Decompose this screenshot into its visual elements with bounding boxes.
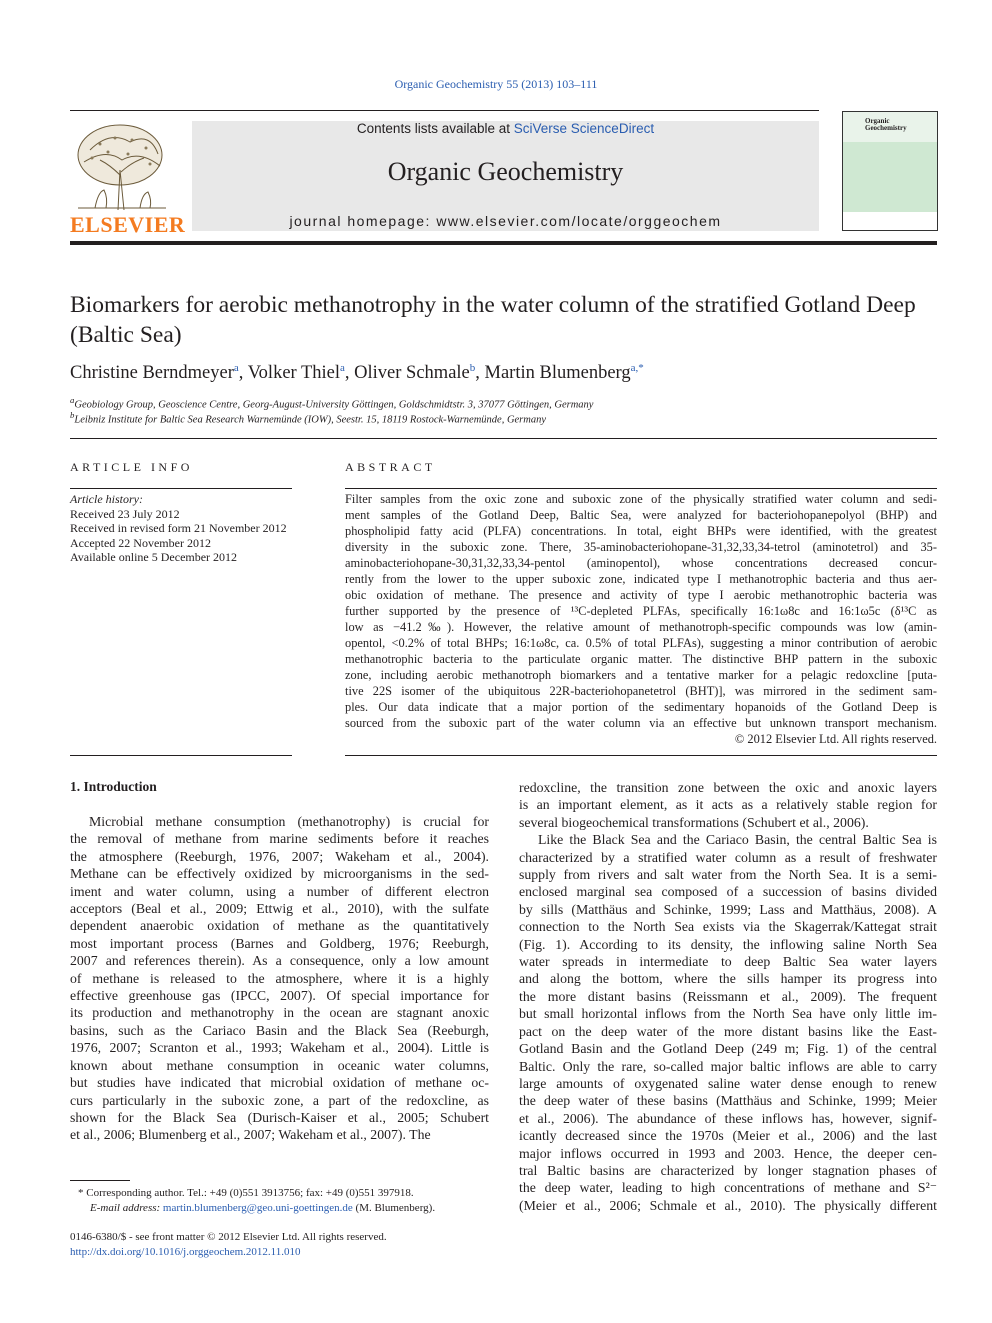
affiliation-mark: b: [70, 410, 75, 420]
affiliation-a: [70, 395, 593, 411]
body-text-line: Methane can be effectively oxidized by microorganisms in the sed-: [70, 866, 489, 882]
doi-link[interactable]: http://dx.doi.org/10.1016/j.orggeochem.2012.11.010: [70, 1246, 301, 1258]
abstract-line: phospholipid fatty acid (PLFA) concentrations. In total, eight BHPs were identified, with the greatest: [345, 524, 937, 538]
body-text-line: shown for the Black Sea (Durisch-Kaiser et al., 2005; Schubert: [70, 1109, 489, 1125]
email-link[interactable]: martin.blumenberg@geo.uni-goettingen.de: [162, 1202, 353, 1214]
article-info-heading: ARTICLE INFO: [70, 460, 193, 474]
abstract-line: ples. Our data indicate that a major portion of the sedimentary hopanoids of the Gotland Deep is: [345, 700, 937, 714]
history-online: Available online 5 December 2012: [70, 550, 238, 564]
body-text-line: dependent anaerobic oxidation of methane as the quantitatively: [70, 918, 489, 934]
header-rule-top: [70, 110, 819, 111]
body-text-line: redoxcline, the transition zone between the oxic and anoxic layers: [519, 780, 937, 795]
body-text-line: of methane is released to the atmosphere, where it is a highly: [70, 970, 489, 986]
abstract-bottom-rule: [345, 755, 937, 756]
body-text-line: iment and water column, using a number of different electron: [70, 883, 489, 899]
body-text-line: large amounts of oxygenated saline water dense enough to renew: [519, 1075, 937, 1091]
abstract-line: tive 22S isomer of the ubiquitous 22R-bacteriohopanetetrol (BHT)], was mirrored in the sediment sam-: [345, 684, 937, 698]
body-text-line: the deep water, leading to high concentrations of methane and S²⁻: [519, 1180, 937, 1196]
body-text-line: major inflows occurred in 1993 and 2003. Hence, the deeper cen-: [519, 1145, 937, 1161]
email-label: E-mail address:: [90, 1202, 161, 1214]
body-text-line: basins, such as the Cariaco Basin and the Black Sea (Reeburgh,: [70, 1022, 489, 1038]
history-accepted: Accepted 22 November 2012: [70, 535, 211, 550]
email-suffix: (M. Blumenberg).: [355, 1202, 436, 1214]
body-text-line: pact on the deep water of the more distant basins like the East-: [519, 1023, 937, 1039]
body-text-line: acceptors (Beal et al., 2009; Ettwig et al., 2010), with the sulfate: [70, 901, 489, 917]
footnote-rule: [70, 1180, 130, 1181]
homepage-prefix: journal homepage:: [289, 213, 431, 229]
body-text-line: but studies have indicated that microbial oxidation of methane oc-: [70, 1075, 489, 1091]
abstract-body: [345, 491, 937, 731]
body-text-line: et al., 2006; Blumenberg et al., 2007; Wakeham et al., 2007). The: [70, 1127, 431, 1143]
abstract-line: further supported by the presence of ¹³C-depleted PLFAs, specifically 16:1ω8c and 16:1ω5c (δ¹³C as: [345, 604, 937, 618]
elsevier-tree-logo: [70, 120, 172, 212]
affiliation-b: [70, 410, 546, 426]
intro-left-column: [70, 813, 489, 1144]
header-rule-thick: [70, 241, 937, 245]
issn-line: 0146-6380/$ - see front matter © 2012 Elsevier Ltd. All rights reserved.: [70, 1231, 387, 1243]
abstract-line: diversity in the suboxic zone. There, 35-aminobacteriohopane-31,32,33,34-tetrol (aminotetrol) and 35-: [345, 540, 937, 554]
abstract-line: rently from the lower to the upper suboxic zone, indicated type I methanotrophic bacteria and thus aer-: [345, 572, 937, 586]
body-text-line: is an important element, as it acts as a relatively stable region for: [519, 797, 937, 813]
abstract-line: Filter samples from the oxic zone and suboxic zone of the physically stratified water column and sedi-: [345, 492, 937, 506]
history-received: Received 23 July 2012: [70, 506, 180, 521]
publisher-name: ELSEVIER: [70, 212, 186, 237]
body-text-line: the removal of methane from marine sediments before it reaches: [70, 831, 489, 847]
author-affiliation-mark[interactable]: a: [340, 362, 345, 374]
body-text-line: curs particularly in the suboxic zone, a part of the redoxcline, as: [70, 1092, 489, 1108]
body-text-line: the more distant basins (Reissmann et al., 2009). The frequent: [519, 988, 937, 1004]
abstract-line: zone, including aerobic methanotroph biomarkers and a tentative marker for a pelagic redoxcline [puta-: [345, 668, 937, 682]
abstract-copyright: © 2012 Elsevier Ltd. All rights reserved.: [734, 732, 937, 746]
body-text-line: known about methane consumption in oceanic water columns,: [70, 1057, 489, 1073]
body-text-line: 2007 and references therein). As a consequence, only a low amount: [70, 953, 489, 969]
author-name: Oliver Schmale: [354, 363, 470, 384]
abstract-line: ment samples of the Gotland Deep, Baltic Sea, were analyzed for bacteriohopanepolyol (BHP) and: [345, 508, 937, 522]
author-name: Martin Blumenberg: [484, 363, 631, 384]
abstract-rule: [345, 488, 937, 489]
affiliation-mark: a: [70, 395, 75, 405]
body-text-line: characterized by a stratified water column as a result of freshwater: [519, 849, 937, 865]
email-line: [70, 1201, 490, 1216]
contents-line: [192, 121, 819, 136]
author-affiliation-mark[interactable]: a: [233, 362, 239, 374]
body-text-line: and along the bottom, where the sills hamper its progress into: [519, 971, 937, 987]
author-affiliation-mark[interactable]: a,*: [630, 362, 644, 374]
body-text-line: (Fig. 1). According to its density, the inflowing saline North Sea: [519, 936, 937, 952]
corresponding-footnote: [70, 1186, 490, 1216]
body-text-line: most important process (Barnes and Goldberg, 1976; Reeburgh,: [70, 935, 489, 951]
contents-prefix: Contents lists available at: [356, 121, 510, 136]
sciencedirect-link[interactable]: SciVerse ScienceDirect: [513, 121, 655, 136]
cover-title-1: Organic: [865, 117, 890, 125]
body-text-line: its production and methanotrophy in the ocean are stagnant anoxic: [70, 1005, 489, 1021]
cover-header: [843, 112, 937, 142]
body-text-line: et al., 2006). The abundance of these inflows has, however, signif-: [519, 1110, 937, 1126]
affiliation-text: Leibniz Institute for Baltic Sea Research Warnemünde (IOW), Seestr. 15, 18119 Rostock-Warnemünde, Germany: [74, 414, 547, 426]
body-text-line: by sills (Matthäus and Schinke, 1999; Lass and Matthäus, 2008). A: [519, 901, 937, 917]
body-text-line: tral Baltic basins are characterized by longer stagnation phases of: [519, 1162, 937, 1178]
abstract-heading: ABSTRACT: [345, 460, 436, 474]
body-text-line: Gotland Basin and the Gotland Deep (249 m; Fig. 1) of the central: [519, 1041, 937, 1057]
abstract-line: obic oxidation of methane. The presence and activity of type I aerobic methanotrophic bacteria was: [345, 588, 937, 602]
body-text-line: but small horizontal inflows from the North Sea have only little im-: [519, 1006, 937, 1022]
body-text-line: connection to the North Sea exists via the Skagerrak/Kattegat strait: [519, 919, 937, 935]
body-text-line: (Meier et al., 2006; Schmale et al., 2010). The physically different: [519, 1197, 937, 1213]
body-text-line: 1976, 2007; Scranton et al., 1993; Wakeham et al., 2004). Little is: [70, 1040, 489, 1056]
article-info-rule: [70, 488, 292, 489]
journal-name: Organic Geochemistry: [387, 157, 624, 186]
article-history: [70, 492, 287, 565]
homepage-url[interactable]: www.elsevier.com/locate/orggeochem: [436, 213, 722, 229]
cover-footer: [843, 212, 937, 230]
body-text-line: water spreads in intermediate to deep Baltic Sea water layers: [519, 954, 937, 970]
body-text-line: effective greenhouse gas (IPCC, 2007). Of special importance for: [70, 988, 489, 1004]
article-info-bottom-rule: [70, 755, 292, 756]
body-text-line: the deep water of these basins (Matthäus and Schinke, 1999; Meier: [519, 1093, 937, 1109]
history-revised: Received in revised form 21 November 2012: [70, 521, 287, 535]
history-label: Article history:: [70, 492, 143, 506]
abstract-line: sourced from the suboxic part of the water column via an effective but unknown transport mechanism.: [345, 716, 937, 730]
author-name: Christine Berndmeyer: [70, 363, 234, 384]
body-text-line: supply from rivers and salt water from the North Sea. It is a semi-: [519, 867, 937, 883]
journal-cover-thumbnail: [842, 111, 938, 231]
journal-homepage: [192, 213, 819, 229]
body-text-line: Like the Black Sea and the Cariaco Basin, the central Baltic Sea is: [538, 832, 937, 848]
author-list: Christine Berndmeyer$^a$, Volker Thiel$^a$, Oliver Schmale$^b$, Martin Blumenberg$^{a,*}$: [70, 362, 644, 384]
abstract-line: methanotrophic bacteria to the particulate organic matter. The distinctive BHP pattern in the suboxic: [345, 652, 937, 666]
affiliation-rule: [70, 438, 937, 439]
journal-citation[interactable]: Organic Geochemistry 55 (2013) 103–111: [394, 77, 598, 91]
cover-title-2: Geochemistry: [865, 124, 907, 132]
article-title: Biomarkers for aerobic methanotrophy in the water column of the stratified Gotland Deep (Baltic Sea): [70, 292, 916, 348]
body-text-line: Baltic. Only the rare, so-called major baltic inflows are able to carry: [519, 1058, 937, 1074]
author-name: Volker Thiel: [247, 363, 341, 384]
affiliation-text: Geobiology Group, Geoscience Centre, Georg-August-University Göttingen, Goldschmidtstr. 3, 37077 Göttingen, Germany: [74, 399, 594, 411]
section-heading-introduction: 1. Introduction: [70, 779, 157, 794]
body-text-line: enclosed marginal sea composed of a succession of basins divided: [519, 884, 937, 900]
body-text-line: Microbial methane consumption (methanotrophy) is crucial for: [89, 814, 489, 829]
abstract-line: opentol, <0.2% of total BHPs; 16:1ω8c, ca. 0.5% of total PLFAs), suggesting a minor contribution of aerobic: [345, 636, 937, 650]
corresponding-author: * Corresponding author. Tel.: +49 (0)551 3913756; fax: +49 (0)551 397918.: [78, 1187, 414, 1199]
abstract-line: low as −41.2‰). However, the relative amount of methanotroph-specific compounds was low (amin-: [345, 620, 937, 634]
author-affiliation-mark[interactable]: b: [469, 362, 476, 374]
abstract-line: aminobacteriohopane-30,31,32,33,34-pentol (aminopentol), whose concentrations decreased concur-: [345, 556, 937, 570]
body-text-line: several biogeochemical transformations (Schubert et al., 2006).: [519, 814, 869, 830]
body-text-line: the atmosphere (Reeburgh, 1976, 2007; Wakeham et al., 2004).: [70, 848, 489, 864]
body-text-line: icantly decreased since the 1970s (Meier et al., 2006) and the last: [519, 1128, 937, 1144]
intro-right-column: [519, 779, 937, 1214]
